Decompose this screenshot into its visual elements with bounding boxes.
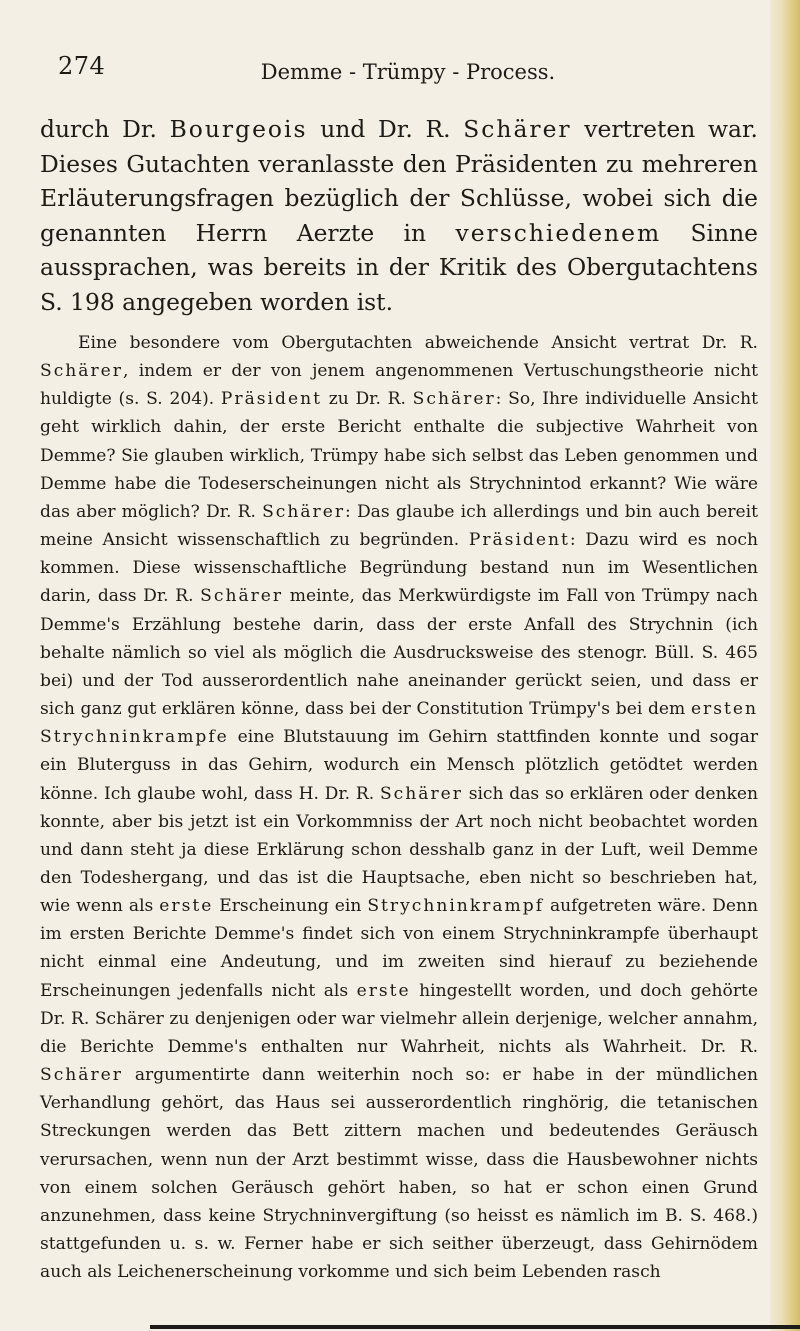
text-run: eine Blutstauung im Gehirn stattfinden konnte und sogar ein Bluterguss in das Gehirn, wodurch ein Mensch plötzlich getödtet werden könne. Ich glaube wohl, dass H. Dr. R. (40, 727, 758, 804)
text-run: sich das so erklären oder denken konnte, aber bis jetzt ist ein Vorkommniss der Art noch nicht beobachtet worden und dann steht ja diese Erklärung schon desshalb ganz in der Luft, weil Demme den Todeshergang, und das ist die Hauptsache, eben nicht so beschrieben hat, wie wenn als (40, 783, 758, 917)
text-run: meinte, das Merkwürdigste im Fall von Trümpy nach Demme's Erzählung bestehe darin, dass der erste Anfall des Strychnin (ich behalte nämlich so viel als möglich die Ausdrucksweise des stenogr. Büll. S. 465 bei) und der Tod ausserordentlich nahe aneinander gerückt seien, und dass er sich ganz gut erklären könne, dass bei der Constitution Trümpy's bei dem (40, 586, 758, 720)
text-run: , indem er der von jenem angenommenen Vertuschungstheorie nicht huldigte (s. S. 204). (40, 361, 758, 410)
page-number: 274 (58, 52, 106, 80)
paragraph-1 (40, 112, 758, 319)
text-run: argumentirte dann weiterhin noch so: er habe in der mündlichen Verhandlung gehört, das Haus sei ausserordentlich ringhörig, die tetanischen Streckungen werden das Bett zittern machen und bedeutendes Geräusch verursachen, wenn nun der Arzt bestimmt wisse, dass die Hausbewohner nichts von einem solchen Geräusch gehört haben, so hat er schon einen Grund anzunehmen, dass keine Strychninvergiftung (so heisst es nämlich im B. S. 468.) stattgefunden u. s. w. Ferner habe er sich seither überzeugt, dass Gehirnödem auch als Leichenerscheinung vorkomme und sich beim Lebenden rasch (40, 1065, 758, 1283)
spaced-emphasis: verschiedenem (455, 218, 662, 247)
running-title: Demme - Trümpy - Process. (260, 60, 556, 84)
text-run: : Das glaube ich allerdings und bin auch bereit meine Ansicht wissenschaftlich zu begründen. (40, 501, 758, 551)
text-run: zu Dr. R. (321, 389, 413, 410)
text-run: Erscheinung ein (213, 896, 368, 917)
spaced-name: Schärer (379, 783, 463, 804)
text-run: vertreten war. Dieses Gutachten veranlasste den Präsidenten zu mehreren Erläuterungsfragen bezüglich der Schlüsse, wobei sich die genannten Herrn Aerzte in (40, 115, 758, 247)
body-text (40, 112, 758, 1286)
spaced-emphasis: erste (159, 896, 214, 917)
text-run: aufgetreten wäre. Denn im ersten Berichte Demme's findet sich von einem Strychninkrampfe überhaupt nicht einmal eine Andeutung, und im zweiten sind hierauf zu beziehende Erscheinungen jedenfalls nicht als (40, 896, 759, 1001)
text-run: Eine besondere vom Obergutachten abweichende Ansicht vertrat Dr. R. (78, 333, 758, 353)
page-edge-shading (770, 0, 800, 1331)
page-header (58, 52, 758, 102)
text-run: und Dr. R. (307, 115, 464, 143)
text-run: Sinne aussprachen, was bereits in der Kritik des Obergutachtens S. 198 angegeben worden ist. (40, 218, 758, 316)
text-run: durch Dr. (40, 115, 170, 143)
spaced-name: Schärer (40, 361, 123, 382)
spaced-name: Schärer (262, 501, 346, 522)
spaced-name: Schärer (200, 586, 284, 607)
spaced-speaker: Präsident (220, 389, 322, 410)
paragraph-2 (40, 329, 758, 1286)
spaced-name: Schärer (40, 1065, 123, 1086)
spaced-emphasis: Strychninkrampf (367, 896, 545, 917)
spaced-speaker: Präsident (468, 530, 570, 551)
text-run: : Dazu wird es noch kommen. Diese wissenschaftliche Begründung bestand nun im Wesentlichen darin, dass Dr. R. (40, 530, 758, 607)
text-run: : So, Ihre individuelle Ansicht geht wirklich dahin, der erste Bericht enthalte die subjective Wahrheit von Demme? Sie glauben wirklich, Trümpy habe sich selbst das Leben genommen und Demme habe die Todeserscheinungen nicht als Strychnintod erkannt? Wie wäre das aber möglich? Dr. R. (40, 389, 758, 522)
spaced-emphasis: ersten Strychninkrampfe (40, 699, 758, 748)
spaced-name: Schärer (463, 115, 572, 143)
spaced-name: Schärer (412, 389, 496, 410)
spaced-emphasis: erste (356, 980, 411, 1001)
text-run: hingestellt worden, und doch gehörte Dr. R. Schärer zu denjenigen oder war vielmehr allein derjenige, welcher annahm, die Berichte Demme's enthalten nur Wahrheit, nichts als Wahrheit. Dr. R. (40, 980, 758, 1057)
bottom-rule (150, 1325, 800, 1329)
spaced-name: Bourgeois (169, 115, 308, 143)
